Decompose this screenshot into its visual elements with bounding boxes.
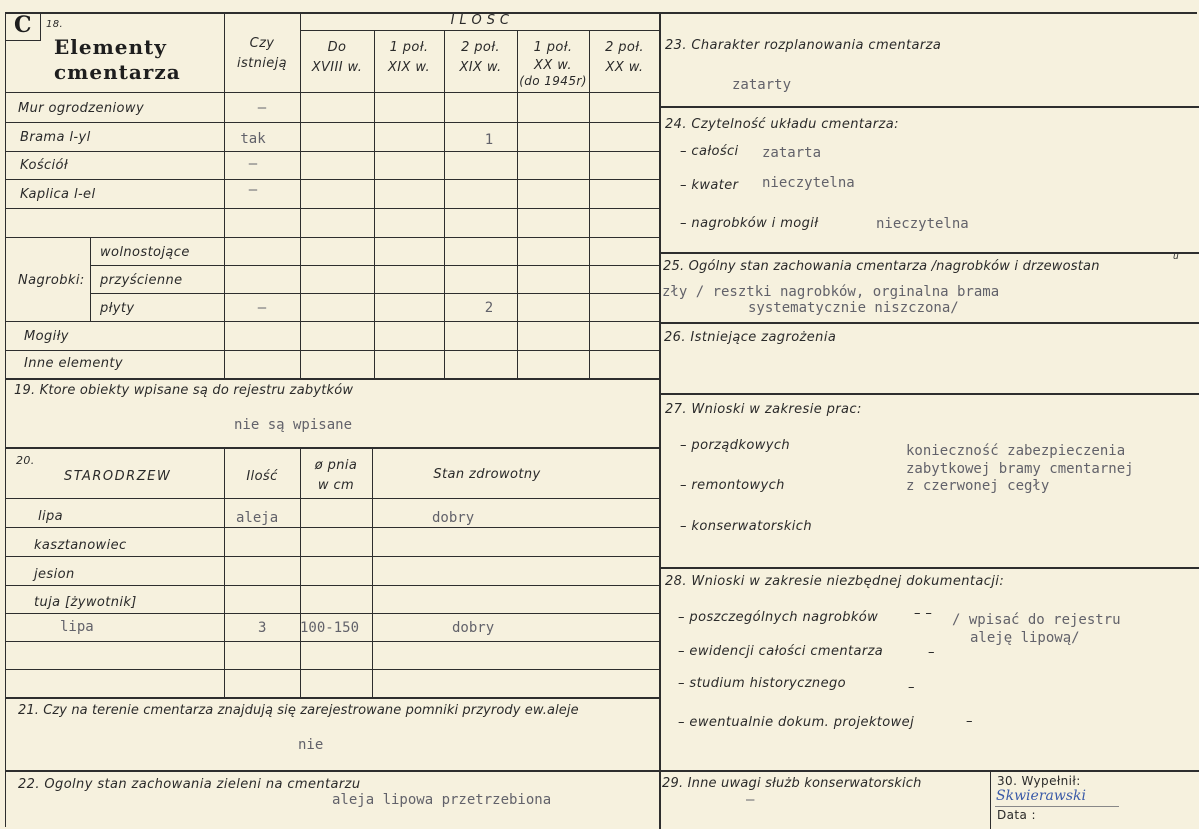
corner-letter: C bbox=[14, 12, 33, 38]
tree-count-1: aleja bbox=[236, 510, 279, 526]
s24-item-3-label: – nagrobków i mogił bbox=[680, 216, 819, 231]
s23-value: zatarty bbox=[732, 77, 792, 93]
tree-diam-5: 100-150 bbox=[300, 620, 360, 636]
row-label-inne: Inne elementy bbox=[24, 356, 123, 371]
grid-line bbox=[6, 613, 660, 614]
s27-label: 27. Wnioski w zakresie prac: bbox=[665, 402, 862, 417]
s30-date-label: Data : bbox=[997, 808, 1036, 822]
s25-label: 25. Ogólny stan zachowania cmentarza /nagrobków i drzewostan bbox=[663, 259, 1100, 274]
col-exists-line1: Czy bbox=[249, 36, 275, 51]
row-kaplica-exists: – bbox=[248, 182, 258, 198]
s28-item-2-dash: – bbox=[928, 645, 935, 660]
grid-line bbox=[90, 237, 91, 321]
s28-item-4-label: – ewentualnie dokum. projektowej bbox=[678, 715, 915, 730]
s28-item-3-label: – studium historycznego bbox=[678, 676, 846, 691]
s24-bottom-line bbox=[660, 252, 1199, 254]
s26-label: 26. Istniejące zagrożenia bbox=[664, 330, 837, 345]
grid-line bbox=[6, 697, 660, 699]
s30-label: 30. Wypełnił: bbox=[997, 774, 1081, 788]
s28-item-2-label: – ewidencji całości cmentarza bbox=[678, 644, 884, 659]
s20-head-species: STARODRZEW bbox=[64, 469, 172, 484]
s20-head-health: Stan zdrowotny bbox=[433, 467, 541, 482]
s28-item-1-label: – poszczególnych nagrobków bbox=[678, 610, 879, 625]
s28-label: 28. Wnioski w zakresie niezbędnej dokumentacji: bbox=[665, 574, 1005, 589]
s25-value-line2: systematycznie niszczona/ bbox=[748, 300, 959, 316]
s20-number: 20. bbox=[16, 454, 35, 467]
grid-line bbox=[6, 237, 660, 238]
s30-signature-line bbox=[995, 806, 1119, 807]
period-1-line1: Do bbox=[327, 40, 347, 55]
period-3-line1: 2 poł. bbox=[461, 40, 500, 55]
s24-item-1-value: zatarta bbox=[762, 145, 822, 161]
s22-label: 22. Ogolny stan zachowania zieleni na cmentarzu bbox=[18, 777, 361, 792]
s28-bottom-line bbox=[660, 770, 1199, 772]
s22-value: aleja lipowa przetrzebiona bbox=[332, 792, 552, 808]
tree-name-5: lipa bbox=[60, 619, 94, 635]
grid-line bbox=[6, 350, 660, 351]
row-label-mur: Mur ogrodzeniowy bbox=[18, 101, 145, 116]
grid-line bbox=[6, 669, 660, 670]
row-mur-exists: – bbox=[257, 100, 267, 116]
s23-label: 23. Charakter rozplanowania cmentarza bbox=[665, 38, 942, 53]
elements-title-line1: Elementy bbox=[54, 35, 167, 59]
s27-item-1: – porządkowych bbox=[680, 438, 791, 453]
row-brama-exists: tak bbox=[240, 131, 266, 147]
s21-bottom-line bbox=[6, 770, 660, 772]
tree-name-2: kasztanowiec bbox=[34, 538, 127, 553]
s28-item-1-dash: – – bbox=[914, 606, 933, 621]
grid-line bbox=[6, 498, 660, 499]
row-label-kaplica: Kaplica l-el bbox=[20, 187, 96, 202]
s28-item-4-dash: – bbox=[966, 714, 973, 729]
s24-item-2-label: – kwater bbox=[680, 178, 739, 193]
period-4-line2: XX w. bbox=[534, 58, 572, 73]
tree-name-3: jesion bbox=[34, 567, 75, 582]
s20-head-diam-line1: ø pnia bbox=[314, 458, 358, 473]
tree-name-1: lipa bbox=[38, 509, 64, 524]
center-divider bbox=[659, 12, 661, 829]
s28-item-3-dash: – bbox=[908, 680, 915, 695]
row-label-nagrobki: Nagrobki: bbox=[18, 273, 85, 288]
s27-value-line2: zabytkowej bramy cmentarnej bbox=[906, 461, 1134, 477]
row-label-brama: Brama l-yl bbox=[20, 130, 91, 145]
s28-note-line1: / wpisać do rejestru bbox=[952, 612, 1121, 628]
s19-value: nie są wpisane bbox=[234, 417, 353, 433]
grid-line bbox=[6, 92, 660, 93]
s27-item-2: – remontowych bbox=[680, 478, 785, 493]
s25-value-line1: zły / resztki nagrobków, orginalna brama bbox=[662, 284, 1000, 300]
corner-box-right bbox=[40, 12, 41, 41]
s29-label: 29. Inne uwagi służb konserwatorskich bbox=[662, 776, 922, 791]
period-5-line2: XX w. bbox=[605, 60, 644, 75]
grid-line bbox=[224, 448, 225, 698]
period-3-line2: XIX w. bbox=[459, 60, 502, 75]
tree-health-5: dobry bbox=[452, 620, 495, 636]
corner-box-bottom bbox=[6, 40, 40, 41]
row-label-mogily: Mogiły bbox=[24, 329, 69, 344]
s24-label: 24. Czytelność układu cmentarza: bbox=[665, 117, 899, 132]
s21-label: 21. Czy na terenie cmentarza znajdują się zarejestrowane pomniki przyrody ew.aleje bbox=[18, 703, 579, 718]
grid-line bbox=[589, 30, 590, 378]
s24-item-1-label: – całości bbox=[680, 144, 739, 159]
row-label-kosciol: Kościół bbox=[20, 158, 69, 173]
tree-health-1: dobry bbox=[432, 510, 475, 526]
s27-bottom-line bbox=[660, 567, 1199, 569]
grid-line bbox=[372, 448, 373, 698]
s25-superscript: u bbox=[1173, 252, 1180, 262]
s30-signature: Skwierawski bbox=[996, 788, 1086, 804]
s24-item-2-value: nieczytelna bbox=[762, 175, 855, 191]
grid-line bbox=[90, 265, 660, 266]
grid-line bbox=[6, 321, 660, 322]
grid-line bbox=[90, 293, 660, 294]
col-exists-line2: istnieją bbox=[236, 56, 288, 71]
s19-bottom-line bbox=[6, 447, 660, 449]
period-2-line2: XIX w. bbox=[387, 60, 431, 75]
period-2-line1: 1 poł. bbox=[389, 40, 429, 55]
row-plyty-p3: 2 bbox=[484, 300, 494, 316]
tree-name-4: tuja [żywotnik] bbox=[34, 595, 137, 610]
s27-item-3: – konserwatorskich bbox=[680, 519, 812, 534]
period-4-line3: (do 1945r) bbox=[519, 74, 587, 88]
grid-line bbox=[6, 179, 660, 180]
period-5-line1: 2 poł. bbox=[605, 40, 644, 55]
tree-count-5: 3 bbox=[258, 620, 267, 636]
grid-line bbox=[300, 30, 660, 31]
grid-line bbox=[6, 378, 660, 380]
s28-note-line2: aleję lipową/ bbox=[970, 630, 1080, 646]
grid-line bbox=[6, 641, 660, 642]
nagrobki-sub-plyty: płyty bbox=[100, 301, 135, 316]
s24-item-3-value: nieczytelna bbox=[876, 216, 969, 232]
s21-value: nie bbox=[298, 737, 324, 753]
s20-head-count: Ilość bbox=[246, 469, 278, 484]
grid-line bbox=[6, 208, 660, 209]
s29-value: – bbox=[746, 792, 755, 808]
grid-line bbox=[6, 527, 660, 528]
grid-line bbox=[374, 30, 375, 378]
s20-head-diam-line2: w cm bbox=[317, 478, 355, 493]
row-kosciol-exists: – bbox=[248, 156, 258, 172]
s27-value-line3: z czerwonej cegły bbox=[906, 478, 1050, 494]
left-border bbox=[5, 12, 6, 827]
period-1-line2: XVIII w. bbox=[311, 60, 363, 75]
grid-line bbox=[444, 30, 445, 378]
grid-line bbox=[6, 556, 660, 557]
grid-line bbox=[6, 122, 660, 123]
s25-bottom-line bbox=[660, 322, 1199, 324]
nagrobki-sub-wolnostojace: wolnostojące bbox=[100, 245, 190, 260]
row-brama-p3: 1 bbox=[484, 132, 494, 148]
corner-number: 18. bbox=[46, 19, 64, 30]
grid-line bbox=[6, 585, 660, 586]
ilosc-header: I L O S C bbox=[450, 13, 510, 28]
elements-title-line2: cmentarza bbox=[54, 60, 181, 84]
s19-label: 19. Ktore obiekty wpisane są do rejestru zabytków bbox=[14, 383, 354, 398]
s26-bottom-line bbox=[660, 393, 1199, 395]
s23-bottom-line bbox=[660, 106, 1199, 108]
s29-s30-divider bbox=[990, 771, 991, 829]
grid-line bbox=[6, 151, 660, 152]
row-plyty-exists: – bbox=[257, 300, 267, 316]
s27-value-line1: konieczność zabezpieczenia bbox=[906, 443, 1126, 459]
period-4-line1: 1 poł. bbox=[533, 40, 573, 55]
nagrobki-sub-przyscienne: przyścienne bbox=[100, 273, 183, 288]
